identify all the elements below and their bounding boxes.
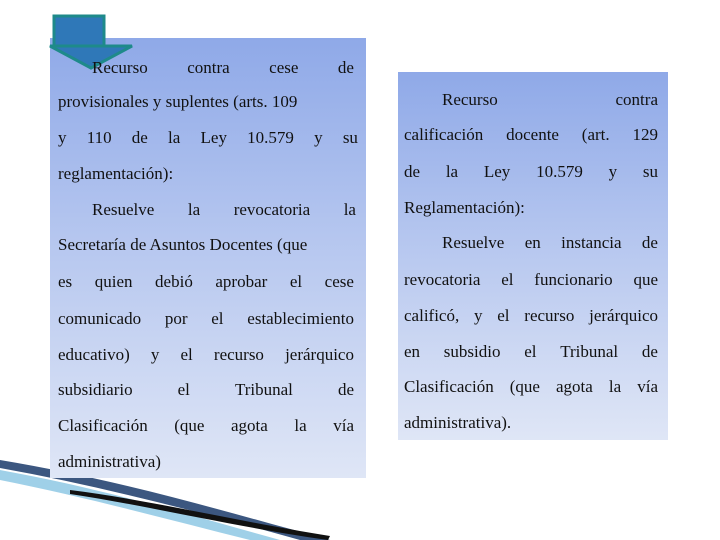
text-line	[404, 306, 658, 326]
text-word: (art.	[581, 125, 610, 144]
text-word: funcionario	[534, 270, 613, 289]
text-word: Recurso	[92, 58, 148, 77]
text-word: administrativa).	[404, 413, 512, 432]
text-word: contra	[187, 58, 230, 77]
text-word: Resuelve	[92, 200, 155, 219]
text-word: agota	[556, 377, 593, 396]
text-word: por	[164, 309, 188, 328]
text-word: Clasificación	[404, 377, 494, 396]
text-line	[442, 90, 658, 110]
text-word: administrativa)	[58, 452, 161, 471]
text-word: Recurso	[442, 90, 498, 109]
text-word: docente	[506, 125, 559, 144]
text-line	[58, 92, 358, 112]
text-word: y	[150, 345, 160, 364]
text-word: el	[497, 306, 510, 325]
text-line	[404, 125, 658, 145]
text-word: instancia	[561, 233, 622, 252]
text-word: revocatoria	[404, 270, 481, 289]
text-line	[58, 345, 354, 365]
text-word: cese	[324, 272, 354, 291]
text-word: jerárquico	[285, 345, 354, 364]
text-word: (que	[174, 416, 205, 435]
text-line	[92, 58, 354, 78]
text-line	[58, 452, 258, 472]
text-line	[58, 164, 258, 184]
text-word: el	[501, 270, 514, 289]
text-word: de	[641, 342, 658, 361]
text-word: recurso	[524, 306, 575, 325]
text-word: revocatoria	[233, 200, 311, 219]
text-word: su	[642, 162, 658, 181]
text-word: 10.579	[536, 162, 583, 181]
text-word: contra	[615, 90, 658, 109]
text-word: y	[608, 162, 618, 181]
text-word: subsidiario	[58, 380, 133, 399]
text-word: la	[343, 200, 356, 219]
text-word: provisionales y suplentes (arts. 109	[58, 92, 298, 111]
text-word: de	[337, 58, 354, 77]
text-word: 110	[86, 128, 112, 147]
text-word: de	[131, 128, 148, 147]
text-word: de	[337, 380, 354, 399]
text-line	[404, 162, 658, 182]
text-word: de	[404, 162, 421, 181]
text-word: Tribunal	[560, 342, 619, 361]
text-word: en	[524, 233, 541, 252]
text-word: comunicado	[58, 309, 142, 328]
text-word: establecimiento	[247, 309, 354, 328]
text-word: la	[608, 377, 622, 396]
text-word: Ley	[200, 128, 227, 147]
text-word: su	[342, 128, 358, 147]
text-word: el	[289, 272, 303, 291]
text-word: el	[524, 342, 537, 361]
text-word: 129	[632, 125, 658, 144]
text-word: 10.579	[247, 128, 294, 147]
text-word: el	[180, 345, 193, 364]
text-line	[404, 342, 658, 362]
text-word: calificación	[404, 125, 484, 144]
text-line	[404, 270, 658, 290]
text-word: (que	[509, 377, 540, 396]
text-line	[58, 380, 354, 400]
text-word: el	[177, 380, 190, 399]
text-word: subsidio	[443, 342, 501, 361]
text-word: agota	[231, 416, 268, 435]
text-word: Reglamentación):	[404, 198, 525, 217]
text-line	[58, 309, 354, 329]
text-word: Clasificación	[58, 416, 148, 435]
text-line	[404, 377, 658, 397]
text-word: en	[404, 342, 421, 361]
text-word: la	[445, 162, 459, 181]
text-word: y	[314, 128, 323, 147]
text-word: el	[211, 309, 224, 328]
text-word: educativo)	[58, 345, 130, 364]
text-word: cese	[269, 58, 299, 77]
text-word: vía	[637, 377, 658, 396]
text-word: debió	[155, 272, 193, 291]
text-line	[58, 272, 354, 292]
text-word: jerárquico	[589, 306, 658, 325]
text-word: la	[294, 416, 307, 435]
text-word: calificó,	[404, 306, 460, 325]
text-line	[442, 233, 658, 253]
text-word: de	[641, 233, 658, 252]
text-word: quien	[94, 272, 133, 291]
text-word: que	[633, 270, 658, 289]
text-line	[92, 200, 356, 220]
text-word: recurso	[213, 345, 264, 364]
text-word: y	[473, 306, 483, 325]
text-line	[404, 198, 604, 218]
text-word: la	[187, 200, 201, 219]
text-word: vía	[333, 416, 354, 435]
text-line	[58, 235, 358, 255]
text-word: la	[168, 128, 181, 147]
text-word: reglamentación):	[58, 164, 174, 183]
text-word: Ley	[483, 162, 511, 181]
text-word: Tribunal	[234, 380, 293, 399]
text-word: Secretaría de Asuntos Docentes (que	[58, 235, 308, 254]
text-line	[58, 416, 354, 436]
text-word: Resuelve	[442, 233, 505, 252]
text-word: y	[58, 128, 67, 147]
text-line	[404, 413, 604, 433]
text-word: es	[58, 272, 73, 291]
text-word: aprobar	[215, 272, 268, 291]
text-line	[58, 128, 358, 148]
